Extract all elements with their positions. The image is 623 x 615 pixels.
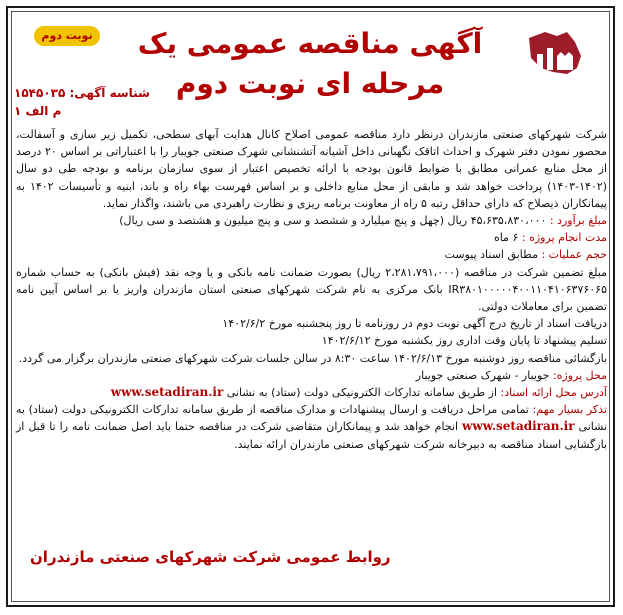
website-link[interactable]: www.setadiran.ir [110,385,224,400]
guarantee-paragraph: مبلغ تضمین شرکت در مناقصه (۲،۲۸۱،۷۹۱،۰۰۰ ریال) بصورت ضمانت نامه بانکی و یا وجه نقد (فیش بانکی) به حساب شماره IR۳۸۰۱۰۰۰۰۰۴۰۰۱۱۰۴۱۰۶۳۷۶۰۶۵ بانک مرکزی به نام شرکت شهرکهای صنعتی استان مازندران واریز یا بر اساس آیین نامه تضمین برای معاملات دولتی. [16,265,607,314]
budget-label: مبلغ برآورد : [549,214,607,228]
note-tail: انجام خواهد شد و پیمانکاران متقاضی شرکت در مناقصه حتما باید اصل ضمانت نامه را تا قبل از بازگشایی اسناد مناقصه به دبیرخانه شرکت شهرکهای صنعتی مازندران ارائه نمایند. [16,420,607,451]
location-label: محل پروژه: [552,368,607,382]
budget-value: ۴۵،۶۳۵،۸۳۰،۰۰۰ ریال (چهل و پنج میلیارد و ششصد و سی و پنج میلیون و هشتصد و سی ریال) [119,214,547,228]
duration-label: مدت انجام پروژه : [521,231,607,245]
company-logo-icon [523,28,589,104]
duration-line [16,229,607,246]
volume-line [16,246,607,263]
duration-value: ۶ ماه [493,231,519,245]
note-label: تذکر بسیار مهم: [532,403,608,417]
location-line [16,367,607,384]
ad-id-label: شناسه آگهی: [69,86,150,100]
submit-line: تسلیم پیشنهاد تا پایان وقت اداری روز یکشنبه مورخ ۱۴۰۲/۶/۱۲ [321,334,607,348]
opening-paragraph: بازگشائی مناقصه روز دوشنبه مورخ ۱۴۰۲/۶/۱۳ ساعت ۸:۳۰ در سالن جلسات شرکت شهرکهای صنعتی مازندران برگزار می گردد. [18,351,607,365]
note-value: تمامی مراحل دریافت و ارسال پیشنهادات و مدارک مناقصه از طریق سامانه تدارکات الکترونیکی دولت (ستاد) به نشانی [16,403,608,434]
ad-id-block [14,84,150,120]
note-paragraph [16,401,607,453]
address-value: از طریق سامانه تدارکات الکترونیکی دولت (ستاد) به نشانی [226,386,498,400]
intro-paragraph: شرکت شهرکهای صنعتی مازندران درنظر دارد مناقصه عمومی اصلاح کانال هدایت آبهای سطحی، تکمیل زیر سازی و آسفالت، محصور نمودن دفتر شهرک و احداث اتاقک نگهبانی داخل آشیانه آتشنشانی شهرک صنعتی جویبار را با اعتباراتی بر اساس ۲۰ درصد از محل منابع عمرانی مطابق با ضوابط قانون بودجه با ارائه تخصیص اعتبار از سوی سازمان برنامه و بودجه طی دو سال (۱۴۰۲-۱۴۰۳) پرداخت خواهد شد و مابقی از محل منابع داخلی و بر اساس فهرست بهاء راه و باند، ابنیه و تأسیسات ۱۴۰۲ به پیمانکاران ذیصلاح که دارای حداقل رتبه ۵ راه از معاونت برنامه ریزی و نظارت راهبردی می باشند، واگذار نماید. [16,128,607,210]
address-label: آدرس محل ارائه اسناد: [500,386,607,400]
volume-value: مطابق اسناد پیوست [444,248,538,262]
round-badge: نوبت دوم [34,26,100,46]
ad-sub-id: م الف ۱ [14,104,62,118]
signature: روابط عمومی شرکت شهرکهای صنعتی مازندران [30,548,391,566]
budget-line [16,212,607,229]
ad-id-value: ۱۵۴۵۰۳۵ [14,86,66,100]
notice-body [16,126,607,453]
notice-title: آگهی مناقصه عمومی یک مرحله ای نوبت دوم [137,27,483,100]
address-line [16,384,607,401]
volume-label: حجم عملیات : [541,248,607,262]
receive-line: دریافت اسناد از تاریخ درج آگهی نوبت دوم در روزنامه تا روز پنجشنبه مورخ ۱۴۰۲/۶/۲ [222,317,607,331]
website-link-2[interactable]: www.setadiran.ir [462,419,575,434]
location-value: جویبار - شهرک صنعتی جویبار [415,368,550,382]
